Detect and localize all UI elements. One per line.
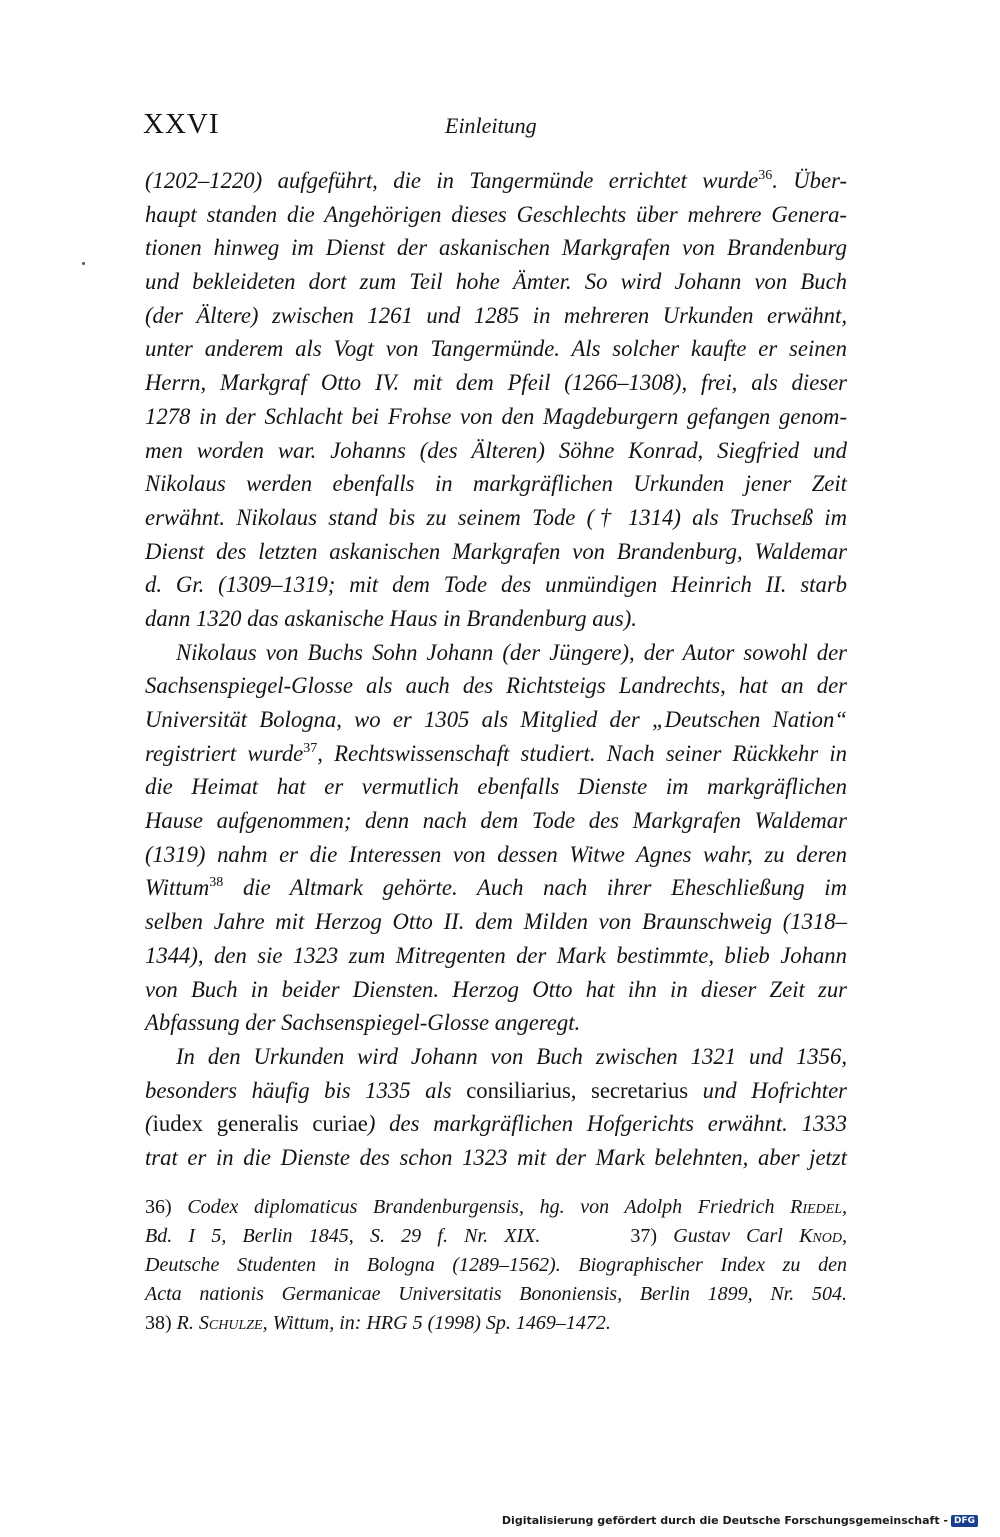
running-head: Einleitung: [445, 113, 537, 138]
text-line: (1319) nahm er die Interessen von dessen Witwe Agnes wahr, zu deren: [145, 841, 847, 867]
digitization-credit: [502, 1514, 978, 1527]
text-line: dann 1320 das askanische Haus in Brandenburg aus).: [145, 605, 637, 631]
text-line: Sachsenspiegel-Glosse als auch des Richtsteigs Landrechts, hat an der: [145, 673, 847, 699]
footnote-ref: 37: [303, 740, 318, 756]
text-line: die Heimat hat er vermutlich ebenfalls Dienste im markgräflichen: [145, 774, 847, 800]
body-text: [145, 164, 847, 1175]
footnote-ref: 38: [209, 875, 224, 891]
text-line: Hause aufgenommen; denn nach dem Tode des Markgrafen Waldemar: [145, 808, 847, 834]
text-line: besonders häufig bis 1335 als consiliarius, secretarius und Hofrichter: [145, 1077, 847, 1103]
text-line: tionen hinweg im Dienst der askanischen Markgrafen von Brandenburg: [145, 235, 847, 261]
text-line: Nikolaus werden ebenfalls in markgräflichen Urkunden jener Zeit: [145, 471, 847, 497]
text-line: 1278 in der Schlacht bei Frohse von den Magdeburgern gefangen genom-: [145, 403, 847, 429]
text-line: trat er in die Dienste des schon 1323 mit der Mark belehnten, aber jetzt: [145, 1144, 847, 1170]
text-line: und bekleideten dort zum Teil hohe Ämter. So wird Johann von Buch: [145, 269, 847, 295]
text-line: Wittum$^{38}$ die Altmark gehörte. Auch nach ihrer Eheschließung im: [145, 875, 847, 901]
footnotes: [145, 1193, 847, 1338]
text-line: Nikolaus von Buchs Sohn Johann (der Jüngere), der Autor sowohl der: [176, 639, 847, 665]
text-line: Abfassung der Sachsenspiegel-Glosse angeregt.: [145, 1010, 581, 1036]
credit-text: Digitalisierung gefördert durch die Deutsche Forschungsgemeinschaft -: [501, 1514, 948, 1527]
text-line: erwähnt. Nikolaus stand bis zu seinem Tode († 1314) als Truchseß im: [145, 504, 847, 530]
latin-term: iudex generalis curiae: [152, 1111, 368, 1137]
text-line: (1202–1220) aufgeführt, die in Tangermünde errichtet wurde$^{36}$. Über-: [145, 168, 847, 193]
text-line: men worden war. Johanns (des Älteren) Söhne Konrad, Siegfried und: [145, 437, 847, 463]
text-line: Herrn, Markgraf Otto IV. mit dem Pfeil (1266–1308), frei, als dieser: [145, 370, 847, 396]
text-line: In den Urkunden wird Johann von Buch zwischen 1321 und 1356,: [176, 1043, 847, 1069]
page-number: XXVI: [143, 108, 220, 140]
footnote-36: 36) Codex diplomaticus Brandenburgensis, hg. von Adolph Friedrich Riedel,: [145, 1196, 847, 1218]
dfg-logo-icon: DFG: [951, 1515, 978, 1527]
text-line: von Buch in beider Diensten. Herzog Otto hat ihn in dieser Zeit zur: [145, 976, 847, 1002]
latin-term: consiliarius, secretarius: [466, 1077, 689, 1103]
footnote-ref: 36: [758, 168, 773, 183]
stray-mark: [82, 262, 85, 265]
footnote-line: Bd. I 5, Berlin 1845, S. 29 f. Nr. XIX. 37) Gustav Carl Knod,: [145, 1225, 847, 1247]
text-line: Dienst des letzten askanischen Markgrafen von Brandenburg, Waldemar: [145, 538, 847, 564]
text-line: (iudex generalis curiae) des markgräflichen Hofgerichts erwähnt. 1333: [145, 1111, 847, 1137]
footnote-line: Acta nationis Germanicae Universitatis Bononiensis, Berlin 1899, Nr. 504.: [145, 1283, 847, 1305]
text-line: registriert wurde$^{37}$, Rechtswissenschaft studiert. Nach seiner Rückkehr in: [145, 740, 848, 766]
text-line: unter anderem als Vogt von Tangermünde. Als solcher kaufte er seinen: [145, 336, 847, 362]
text-line: 1344), den sie 1323 zum Mitregenten der Mark bestimmte, blieb Johann: [145, 942, 847, 968]
text-line: Universität Bologna, wo er 1305 als Mitglied der „Deutschen Nation“: [145, 707, 847, 732]
footnote-37: 37) Gustav Carl Knod,: [630, 1225, 847, 1247]
footnote-line: Deutsche Studenten in Bologna (1289–1562). Biographischer Index zu den: [145, 1254, 847, 1276]
text-line: selben Jahre mit Herzog Otto II. dem Milden von Braunschweig (1318–: [145, 909, 847, 935]
text-line: (der Ältere) zwischen 1261 und 1285 in mehreren Urkunden erwähnt,: [145, 302, 847, 328]
text-line: d. Gr. (1309–1319; mit dem Tode des unmündigen Heinrich II. starb: [145, 572, 847, 598]
footnote-38: 38) R. Schulze, Wittum, in: HRG 5 (1998) Sp. 1469–1472.: [145, 1312, 611, 1334]
text-line: haupt standen die Angehörigen dieses Geschlechts über mehrere Genera-: [145, 201, 847, 227]
